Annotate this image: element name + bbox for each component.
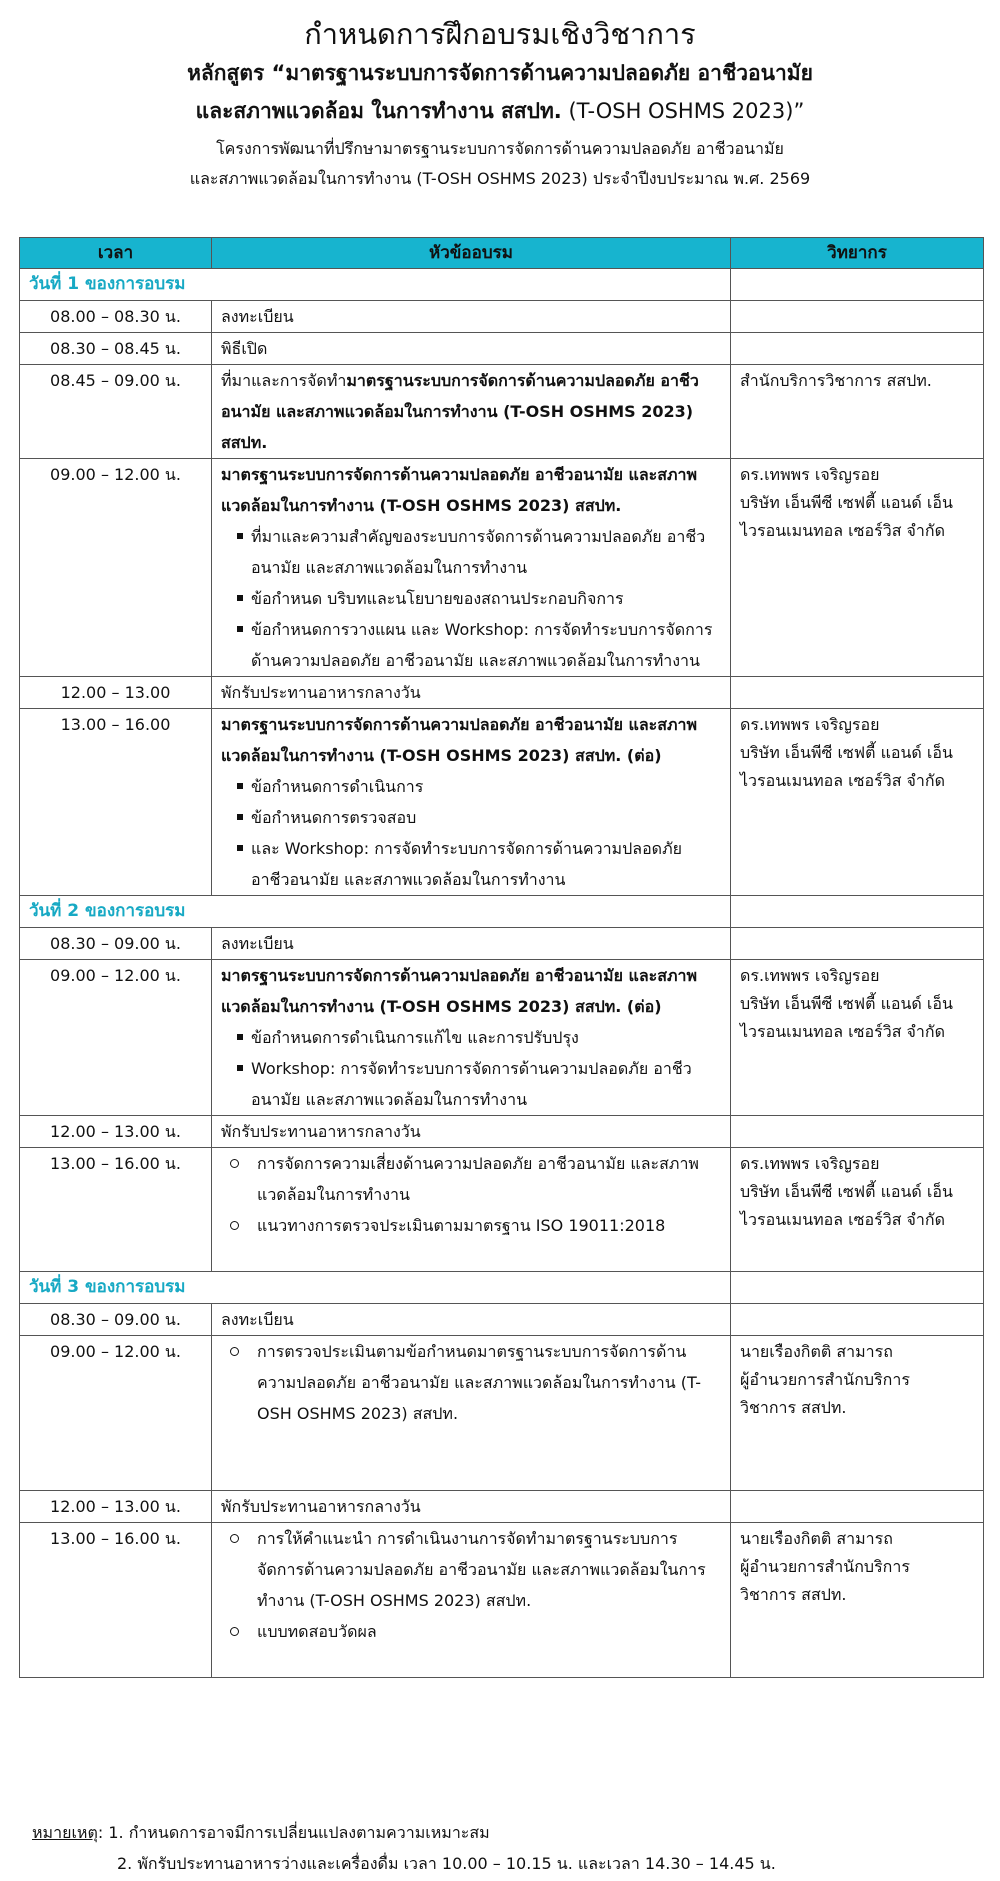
list-item: แนวทางการตรวจประเมินตามมาตรฐาน ISO 19011:2018 [230,1210,721,1241]
speaker-org: ไวรอนเมนทอล เซอร์วิส จำกัด [740,771,945,790]
course-title-bold: และสภาพแวดล้อม ในการทำงาน สสปท. [195,99,562,123]
table-row [20,1523,984,1678]
speaker-cell [731,1304,984,1336]
time-cell: 12.00 – 13.00 น. [20,1491,212,1523]
speaker-org: ผู้อำนวยการสำนักบริการ [740,1557,910,1576]
topic-bullet-list [221,771,721,895]
day-2-label: วันที่ 2 ของการอบรม [20,896,731,928]
speaker-name: ดร.เทพพร เจริญรอย [740,465,880,484]
topic-cell [212,459,731,677]
speaker-cell: สำนักบริการวิชาการ สสปท. [731,365,984,459]
time-cell: 13.00 – 16.00 น. [20,1148,212,1272]
time-cell: 12.00 – 13.00 น. [20,1116,212,1148]
speaker-cell [731,1523,984,1678]
time-cell: 09.00 – 12.00 น. [20,1336,212,1491]
course-title-line-2 [0,92,1000,130]
topic-bullet-list [221,1523,721,1647]
speaker-org: บริษัท เอ็นพีซี เซฟตี้ แอนด์ เอ็น [740,1182,953,1201]
topic-cell: ลงทะเบียน [212,301,731,333]
table-header-row [20,238,984,269]
speaker-name: ดร.เทพพร เจริญรอย [740,1154,880,1173]
time-cell: 09.00 – 12.00 น. [20,960,212,1116]
table-row [20,365,984,459]
speaker-cell [731,1491,984,1523]
table-row [20,709,984,896]
day-1-label: วันที่ 1 ของการอบรม [20,269,731,301]
speaker-cell [731,928,984,960]
list-item: และ Workshop: การจัดทำระบบการจัดการด้านความปลอดภัย อาชีวอนามัย และสภาพแวดล้อมในการทำงาน [237,833,721,895]
speaker-cell [731,1116,984,1148]
list-item: ข้อกำหนดการดำเนินการแก้ไข และการปรับปรุง [237,1022,721,1053]
list-item: การจัดการความเสี่ยงด้านความปลอดภัย อาชีวอนามัย และสภาพแวดล้อมในการทำงาน [230,1148,721,1210]
topic-bullet-list [221,1336,721,1429]
table-row [20,1148,984,1272]
notes-label: หมายเหตุ [32,1823,98,1842]
speaker-org: บริษัท เอ็นพีซี เซฟตี้ แอนด์ เอ็น [740,743,953,762]
topic-bullet-list [221,521,721,676]
table-row [20,1336,984,1491]
time-cell: 12.00 – 13.00 [20,677,212,709]
speaker-org: ไวรอนเมนทอล เซอร์วิส จำกัด [740,521,945,540]
speaker-cell [731,301,984,333]
topic-bullet-list [221,1148,721,1241]
speaker-org: วิชาการ สสปท. [740,1585,847,1604]
topic-cell [212,709,731,896]
topic-cell: พักรับประทานอาหารกลางวัน [212,677,731,709]
topic-heading: มาตรฐานระบบการจัดการด้านความปลอดภัย อาชีวอนามัย และสภาพแวดล้อมในการทำงาน (T-OSH OSHMS 2023) สสปท. [221,465,698,515]
table-row [20,333,984,365]
list-item: การให้คำแนะนำ การดำเนินงานการจัดทำมาตรฐานระบบการจัดการด้านความปลอดภัย อาชีวอนามัย และสภาพแวดล้อมในการทำงาน (T-OSH OSHMS 2023) สสปท. [230,1523,721,1616]
table-row [20,1116,984,1148]
speaker-org: ไวรอนเมนทอล เซอร์วิส จำกัด [740,1210,945,1229]
document-title: กำหนดการฝึกอบรมเชิงวิชาการ [304,17,696,51]
day-3-empty [731,1272,984,1304]
day-3-label: วันที่ 3 ของการอบรม [20,1272,731,1304]
speaker-cell [731,709,984,896]
speaker-cell [731,1336,984,1491]
project-line-1: โครงการพัฒนาที่ปรึกษามาตรฐานระบบการจัดการด้านความปลอดภัย อาชีวอนามัย [216,139,784,158]
topic-bold-text: มาตรฐานระบบการจัดการด้านความปลอดภัย อาชีวอนามัย และสภาพแวดล้อมในการทำงาน (T-OSH OSHMS 2023) สสปท. [221,371,699,452]
topic-heading: มาตรฐานระบบการจัดการด้านความปลอดภัย อาชีวอนามัย และสภาพแวดล้อมในการทำงาน (T-OSH OSHMS 2023) สสปท. (ต่อ) [221,966,698,1016]
speaker-name: นายเรืองกิตติ สามารถ [740,1342,893,1361]
speaker-org: ผู้อำนวยการสำนักบริการ [740,1370,910,1389]
day-3-row [20,1272,984,1304]
time-cell: 09.00 – 12.00 น. [20,459,212,677]
speaker-name: ดร.เทพพร เจริญรอย [740,966,880,985]
time-cell: 08.00 – 08.30 น. [20,301,212,333]
day-1-row [20,269,984,301]
time-cell: 08.30 – 09.00 น. [20,1304,212,1336]
speaker-org: วิชาการ สสปท. [740,1398,847,1417]
header-topic: หัวข้ออบรม [212,238,731,269]
topic-cell: ลงทะเบียน [212,928,731,960]
course-title-code: (T-OSH OSHMS 2023)” [561,99,805,123]
speaker-name: นายเรืองกิตติ สามารถ [740,1529,893,1548]
speaker-org: บริษัท เอ็นพีซี เซฟตี้ แอนด์ เอ็น [740,994,953,1013]
list-item: ข้อกำหนดการดำเนินการ [237,771,721,802]
speaker-cell [731,333,984,365]
topic-cell: พักรับประทานอาหารกลางวัน [212,1116,731,1148]
topic-cell: พิธีเปิด [212,333,731,365]
day-2-row [20,896,984,928]
topic-cell [212,365,731,459]
table-row [20,928,984,960]
note-item: 2. พักรับประทานอาหารว่างและเครื่องดื่ม เวลา 10.00 – 10.15 น. และเวลา 14.30 – 14.45 น. [117,1854,776,1873]
note-item: 1. กำหนดการอาจมีการเปลี่ยนแปลงตามความเหมาะสม [108,1823,490,1842]
table-row [20,1304,984,1336]
table-row [20,677,984,709]
notes-section [32,1817,776,1879]
topic-cell [212,1523,731,1678]
header-time: เวลา [20,238,212,269]
list-item: แบบทดสอบวัดผล [230,1616,721,1647]
topic-cell: ลงทะเบียน [212,1304,731,1336]
table-row [20,459,984,677]
topic-cell [212,1148,731,1272]
list-item: การตรวจประเมินตามข้อกำหนดมาตรฐานระบบการจัดการด้านความปลอดภัย อาชีวอนามัย และสภาพแวดล้อมในการทำงาน (T-OSH OSHMS 2023) สสปท. [230,1336,721,1429]
speaker-cell [731,960,984,1116]
table-row [20,301,984,333]
time-cell: 08.30 – 08.45 น. [20,333,212,365]
time-cell: 13.00 – 16.00 น. [20,1523,212,1678]
table-row [20,1491,984,1523]
list-item: ข้อกำหนดการตรวจสอบ [237,802,721,833]
time-cell: 08.30 – 09.00 น. [20,928,212,960]
list-item: ข้อกำหนดการวางแผน และ Workshop: การจัดทำระบบการจัดการด้านความปลอดภัย อาชีวอนามัย และสภาพแวดล้อมในการทำงาน [237,614,721,676]
speaker-cell [731,677,984,709]
speaker-cell [731,1148,984,1272]
note-row-1: หมายเหตุ: 1. กำหนดการอาจมีการเปลี่ยนแปลงตามความเหมาะสม [32,1823,490,1842]
day-1-empty [731,269,984,301]
header-speaker: วิทยากร [731,238,984,269]
schedule-table [19,237,984,1678]
table-row [20,960,984,1116]
list-item: ที่มาและความสำคัญของระบบการจัดการด้านความปลอดภัย อาชีวอนามัย และสภาพแวดล้อมในการทำงาน [237,521,721,583]
topic-cell: พักรับประทานอาหารกลางวัน [212,1491,731,1523]
speaker-name: ดร.เทพพร เจริญรอย [740,715,880,734]
note-row-2 [32,1848,776,1879]
list-item: ข้อกำหนด บริบทและนโยบายของสถานประกอบกิจการ [237,583,721,614]
time-cell: 08.45 – 09.00 น. [20,365,212,459]
speaker-org: ไวรอนเมนทอล เซอร์วิส จำกัด [740,1022,945,1041]
document-header [0,0,1000,194]
topic-cell [212,960,731,1116]
course-title-line-1: หลักสูตร “มาตรฐานระบบการจัดการด้านความปลอดภัย อาชีวอนามัย [187,61,813,85]
topic-cell [212,1336,731,1491]
speaker-org: บริษัท เอ็นพีซี เซฟตี้ แอนด์ เอ็น [740,493,953,512]
list-item: Workshop: การจัดทำระบบการจัดการด้านความปลอดภัย อาชีวอนามัย และสภาพแวดล้อมในการทำงาน [237,1053,721,1115]
topic-bullet-list [221,1022,721,1115]
day-2-empty [731,896,984,928]
time-cell: 13.00 – 16.00 [20,709,212,896]
topic-heading: มาตรฐานระบบการจัดการด้านความปลอดภัย อาชีวอนามัย และสภาพแวดล้อมในการทำงาน (T-OSH OSHMS 2023) สสปท. (ต่อ) [221,715,698,765]
topic-text: ที่มาและการจัดทำ [221,371,347,390]
project-line-2: และสภาพแวดล้อมในการทำงาน (T-OSH OSHMS 2023) ประจำปีงบประมาณ พ.ศ. 2569 [189,169,811,188]
speaker-cell [731,459,984,677]
